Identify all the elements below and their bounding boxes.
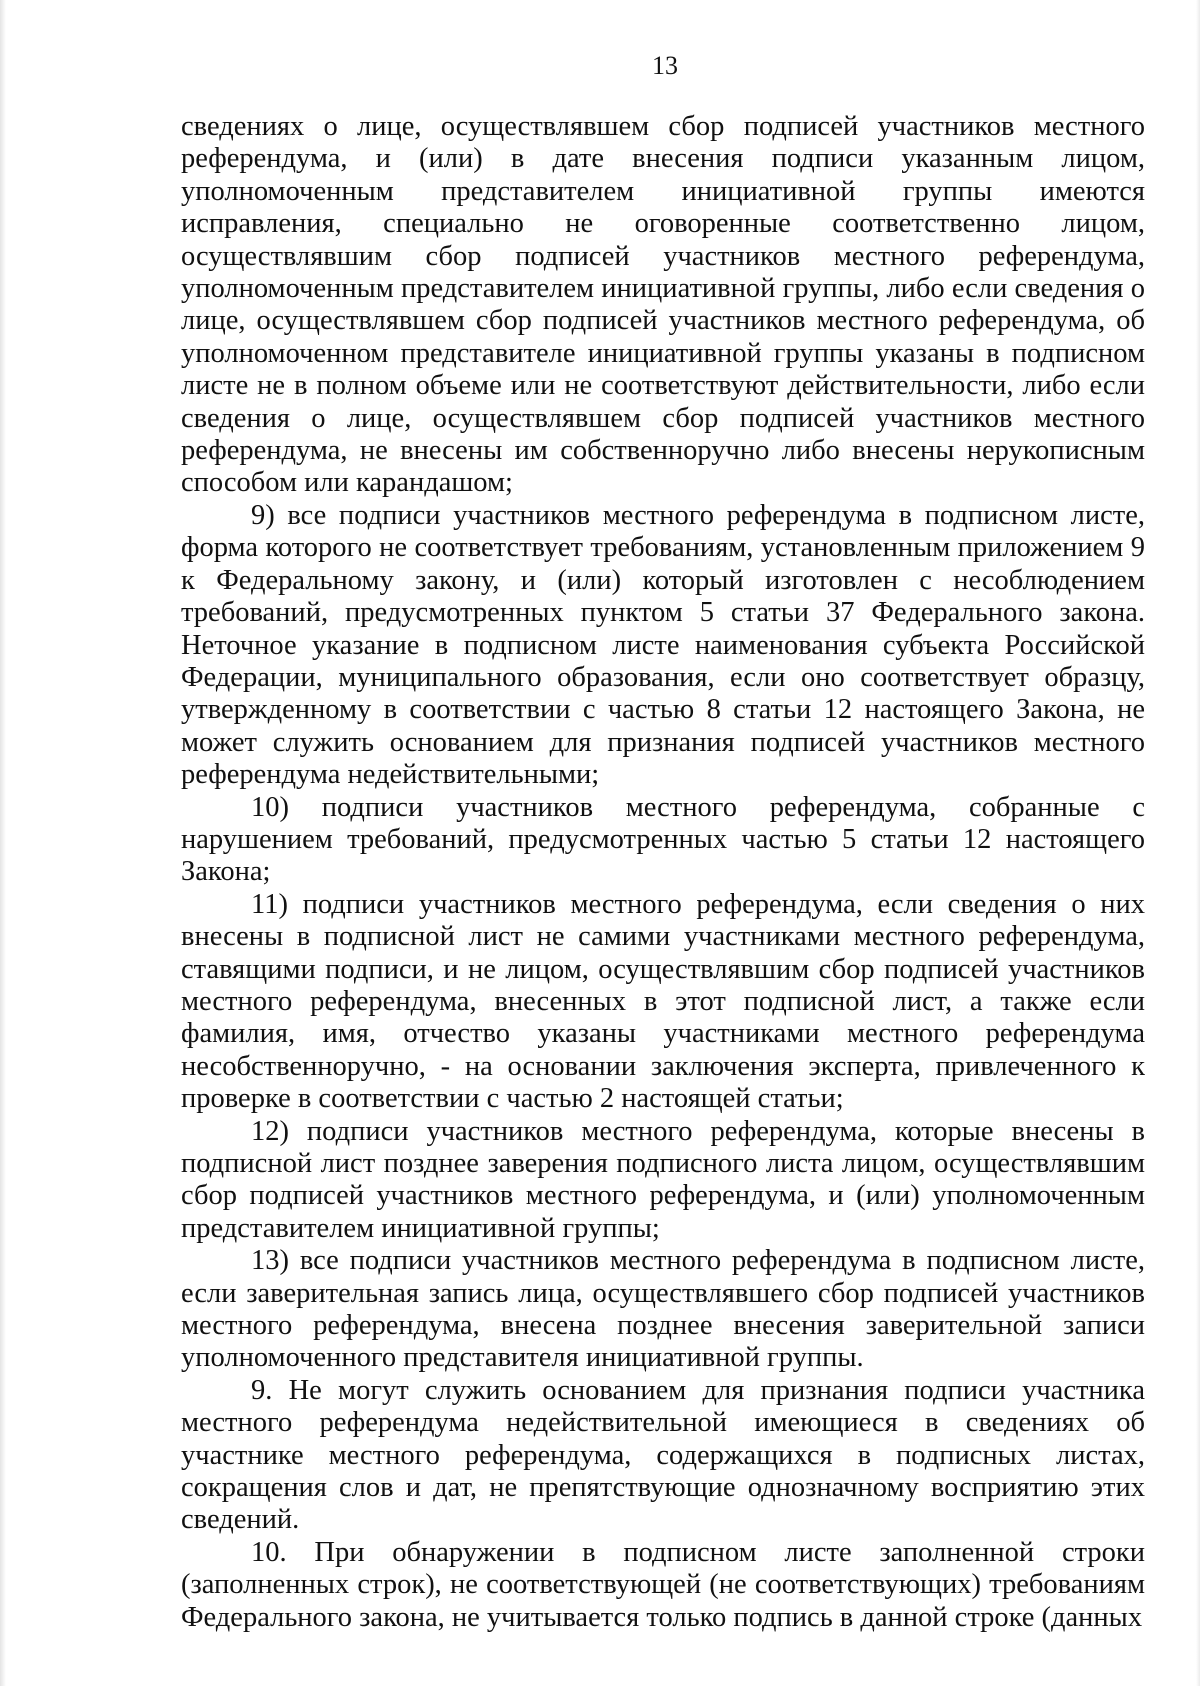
body-text — [181, 111, 1145, 1634]
paragraph-part-9: 9. Не могут служить основанием для признания подписи участника местного референдума недействительной имеющиеся в сведениях об участнике местного референдума, содержащихся в подписных листах, сокращения слов и дат, не препятствующие однозначному восприятию этих сведений. — [181, 1374, 1145, 1536]
paragraph-item-13: 13) все подписи участников местного референдума в подписном листе, если заверительная запись лица, осуществлявшего сбор подписей участников местного референдума, внесена позднее внесения заверительной записи уполномоченного представителя инициативной группы. — [181, 1245, 1145, 1374]
paragraph-continuation: сведениях о лице, осуществлявшем сбор подписей участников местного референдума, и (или) в дате внесения подписи указанным лицом, уполномоченным представителем инициативной группы имеются исправления, специально не оговоренные соответственно лицом, осуществлявшим сбор подписей участников местного референдума, уполномоченным представителем инициативной группы, либо если сведения о лице, осуществлявшем сбор подписей участников местного референдума, об уполномоченном представителе инициативной группы указаны в подписном листе не в полном объеме или не соответствуют действительности, либо если сведения о лице, осуществлявшем сбор подписей участников местного референдума, не внесены им собственноручно либо внесены нерукописным способом или карандашом; — [181, 111, 1145, 499]
paragraph-item-11: 11) подписи участников местного референдума, если сведения о них внесены в подписной лист не самими участниками местного референдума, ставящими подписи, и не лицом, осуществлявшим сбор подписей участников местного референдума, внесенных в этот подписной лист, а также если фамилия, имя, отчество указаны участниками местного референдума несобственноручно, - на основании заключения эксперта, привлеченного к проверке в соответствии с частью 2 настоящей статьи; — [181, 888, 1145, 1115]
paragraph-item-9: 9) все подписи участников местного референдума в подписном листе, форма которого не соответствует требованиям, установленным приложением 9 к Федеральному закону, и (или) который изготовлен с несоблюдением требований, предусмотренных пунктом 5 статьи 37 Федерального закона. Неточное указание в подписном листе наименования субъекта Российской Федерации, муниципального образования, если оно соответствует образцу, утвержденному в соответствии с частью 8 статьи 12 настоящего Закона, не может служить основанием для признания подписей участников местного референдума недействительными; — [181, 499, 1145, 791]
scan-edge-right — [1196, 0, 1200, 1686]
page-number: 13 — [652, 51, 678, 80]
paragraph-item-12: 12) подписи участников местного референдума, которые внесены в подписной лист позднее заверения подписного листа лицом, осуществлявшим сбор подписей участников местного референдума, и (или) уполномоченным представителем инициативной группы; — [181, 1115, 1145, 1244]
paragraph-part-10: 10. При обнаружении в подписном листе заполненной строки (заполненных строк), не соответствующей (не соответствующих) требованиям Федерального закона, не учитывается только подпись в данной строке (данных — [181, 1536, 1145, 1633]
scan-edge-left — [0, 0, 6, 1686]
paragraph-item-10: 10) подписи участников местного референдума, собранные с нарушением требований, предусмотренных частью 5 статьи 12 настоящего Закона; — [181, 791, 1145, 888]
